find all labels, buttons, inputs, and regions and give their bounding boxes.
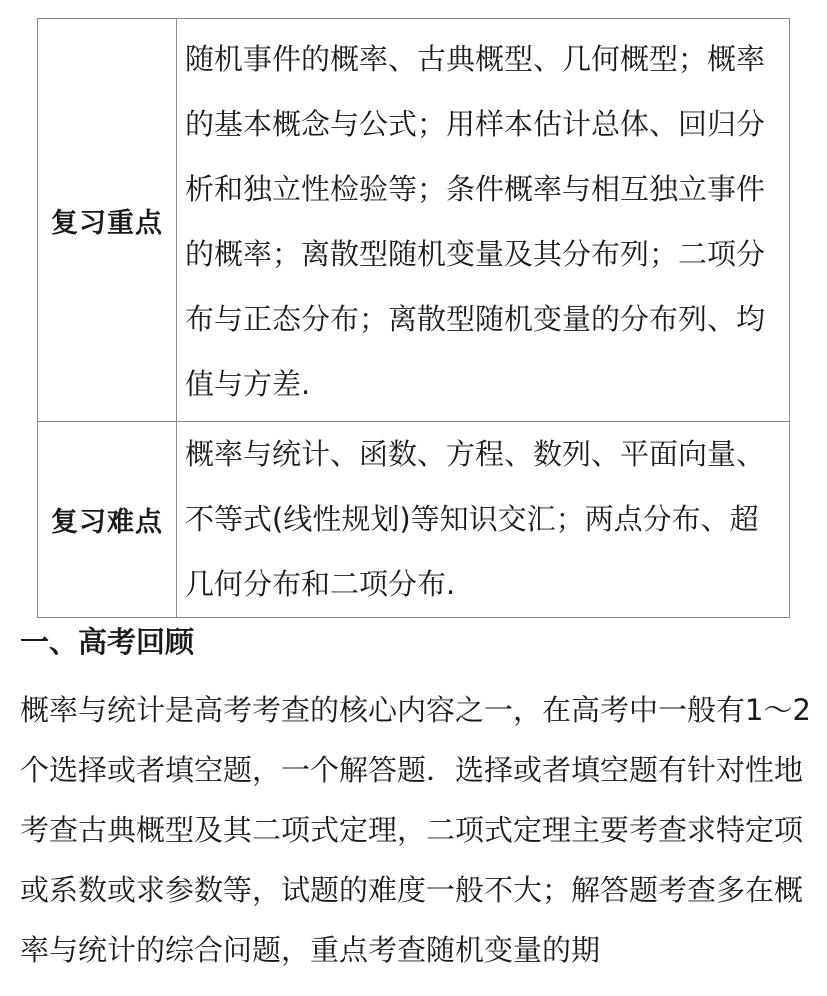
review-focus-content: 随机事件的概率、古典概型、几何概型；概率的基本概念与公式；用样本估计总体、回归分析和独立性检验等；条件概率与相互独立事件的概率；离散型随机变量及其分布列；二项分布与正态分布；离散型随机变量的分布列、均值与方差. — [177, 19, 790, 422]
section-paragraph: 概率与统计是高考考查的核心内容之一，在高考中一般有1～2 个选择或者填空题，一个解答题．选择或者填空题有针对性地考查古典概型及其二项式定理，二项式定理主要考查求特定项或系数或求参数等，试题的难度一般不大；解答题考查多在概率与统计的综合问题，重点考查随机变量的期 — [20, 693, 811, 967]
review-focus-label: 复习重点 — [38, 19, 177, 422]
review-difficulty-content: 概率与统计、函数、方程、数列、平面向量、不等式(线性规划)等知识交汇；两点分布、超几何分布和二项分布. — [177, 422, 790, 618]
review-focus-row — [38, 19, 790, 422]
review-difficulty-label: 复习难点 — [38, 422, 177, 618]
review-summary-table — [37, 18, 790, 618]
section-heading: 一、高考回顾 — [20, 625, 195, 659]
review-difficulty-row — [38, 422, 790, 618]
